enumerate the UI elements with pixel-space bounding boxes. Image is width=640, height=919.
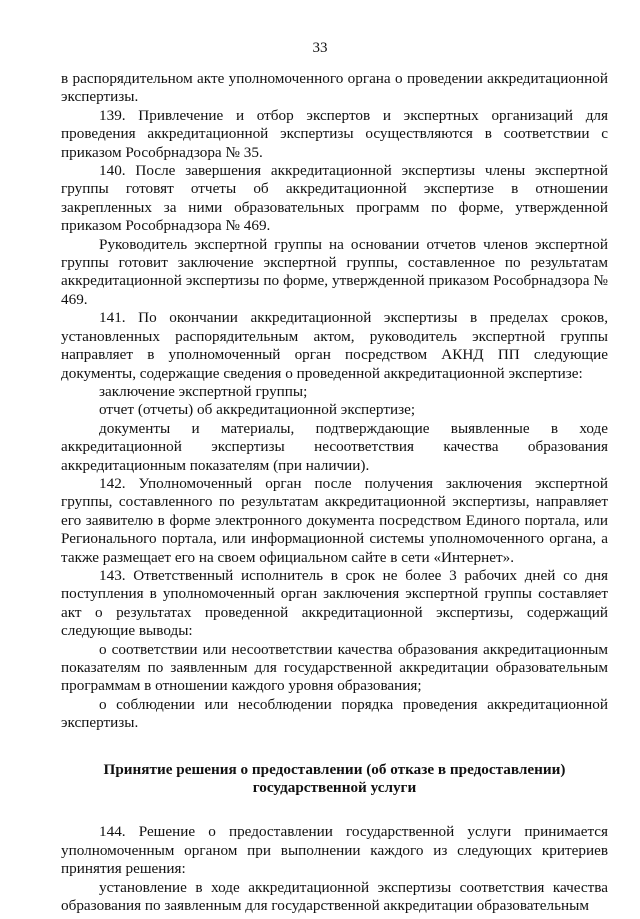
paragraph: отчет (отчеты) об аккредитационной экспертизе; [99, 401, 416, 419]
section-after-heading [61, 823, 608, 915]
paragraph: 144. Решение о предоставлении государственной услуги принимается уполномоченным органом при выполнении каждого из следующих критериев принятия решения: [61, 823, 608, 878]
paragraph: установление в ходе аккредитационной экспертизы соответствия качества образования по заявленным для государственной аккредитации образовательным [61, 878, 608, 915]
paragraph: 141. По окончании аккредитационной экспертизы в пределах сроков, установленных распорядительным актом, руководитель экспертной группы направляет в уполномоченный орган посредством АКНД ПП следующие документы, содержащие сведения о проведенной аккредитационной экспертизе: [61, 309, 608, 382]
paragraph: о соблюдении или несоблюдении порядка проведения аккредитационной экспертизы. [61, 695, 608, 732]
paragraph: заключение экспертной группы; [99, 382, 308, 400]
paragraph: о соответствии или несоответствии качества образования аккредитационным показателям по заявленным для государственной аккредитации образовательным программам в отношении каждого уровня образования; [61, 640, 608, 695]
paragraph: Руководитель экспертной группы на основании отчетов членов экспертной группы готовит заключение экспертной группы, составленное по результатам аккредитационной экспертизы по форме, утвержденной приказом Рособрнадзора № 469. [61, 235, 608, 308]
section-before-heading [61, 70, 608, 733]
page-number: 33 [312, 40, 328, 56]
paragraph: в распорядительном акте уполномоченного органа о проведении аккредитационной экспертизы. [61, 70, 608, 106]
document-body [61, 70, 608, 915]
paragraph: 140. После завершения аккредитационной экспертизы члены экспертной группы готовят отчеты об аккредитационной экспертизе в отношении закрепленных за ними образовательных программ по форме, утвержденной приказом Рособрнадзора № 469. [61, 162, 608, 235]
paragraph: 142. Уполномоченный орган после получения заключения экспертной группы, составленного по результатам аккредитационной экспертизы, направляет его заявителю в форме электронного документа посредством Единого портала, или Регионального портала, или информационной системы уполномоченного органа, а также размещает его на своем официальном сайте в сети «Интернет». [61, 474, 608, 566]
paragraph: 143. Ответственный исполнитель в срок не более 3 рабочих дней со дня поступления в уполномоченный орган заключения экспертной группы составляет акт о результатах проведенной аккредитационной экспертизы, содержащий следующие выводы: [61, 566, 608, 640]
section-heading: Принятие решения о предоставлении (об отказе в предоставлении) государственной услуги [103, 760, 566, 797]
paragraph: 139. Привлечение и отбор экспертов и экспертных организаций для проведения аккредитационной экспертизы осуществляются в соответствии с приказом Рособрнадзора № 35. [61, 106, 608, 161]
paragraph: документы и материалы, подтверждающие выявленные в ходе аккредитационной экспертизы несоответствия качества образования аккредитационным показателям (при наличии). [61, 419, 608, 474]
